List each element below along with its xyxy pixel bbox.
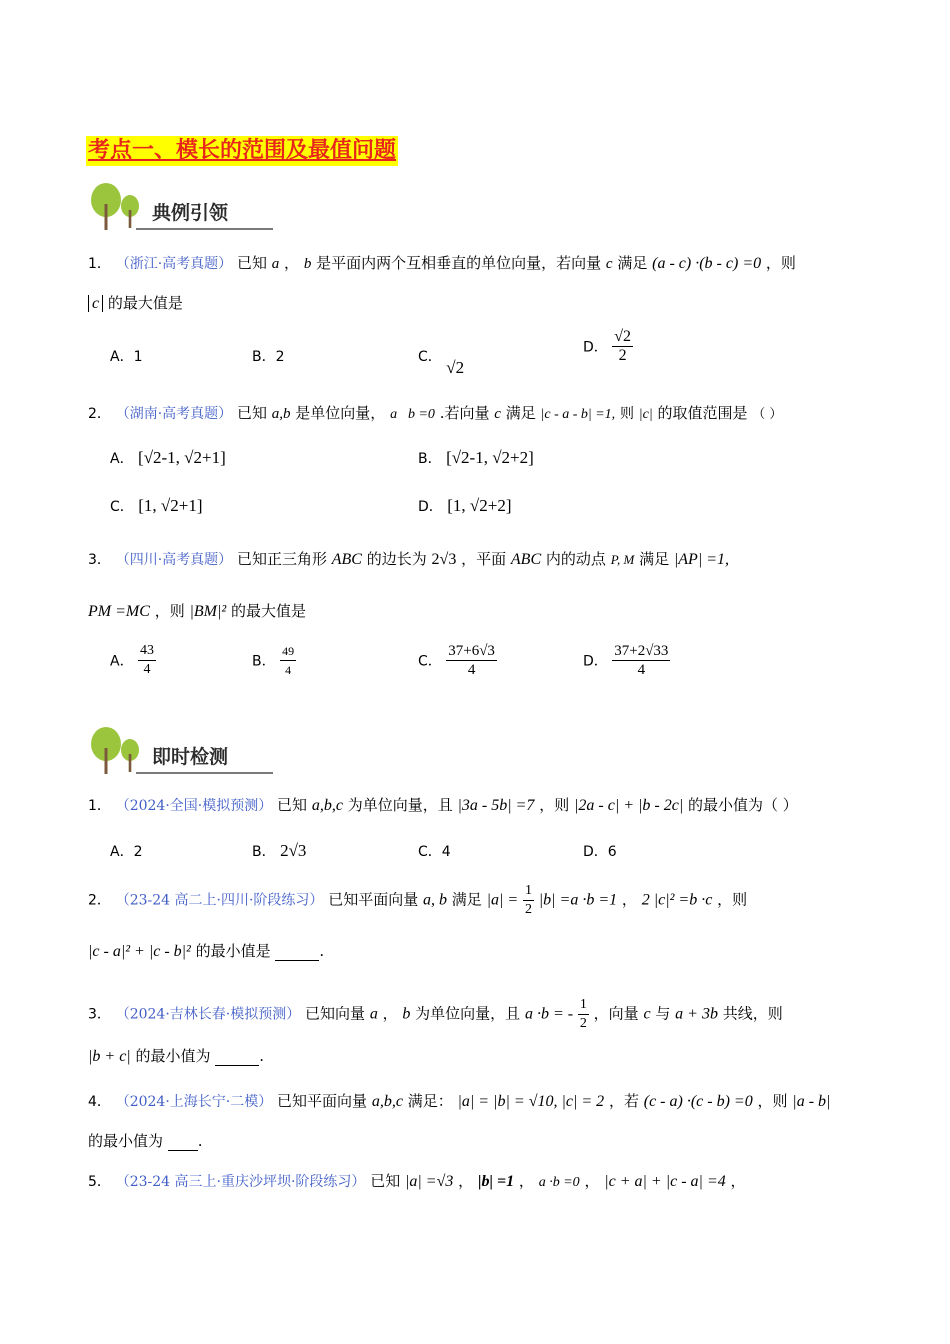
option-label: C． (418, 349, 442, 365)
condition-formula: |a| =√3 (405, 1173, 454, 1190)
option-value: √2 (446, 358, 465, 377)
question-number: 1． (88, 798, 111, 814)
practice-4-stem (88, 1090, 830, 1111)
option-value: [√2-1, √2+2] (446, 448, 534, 467)
question-number: 5． (88, 1174, 111, 1190)
expression: |a - b| (792, 1093, 831, 1110)
option-fraction (446, 642, 497, 679)
triangle-name: ABC (510, 551, 542, 568)
fraction-numerator: 1 (578, 996, 589, 1015)
question-text: 的最小值为（ ） (688, 796, 798, 814)
question-text: 的边长为 (366, 550, 427, 568)
question-text: ，向量 (593, 1004, 639, 1023)
question-text: 的最小值为 (135, 1047, 211, 1065)
question-text: 已知 (370, 1172, 401, 1190)
question-text: 是平面内两个互相垂直的单位向量，若向量 (316, 254, 602, 272)
expression: |c - a|² + |c - b|² (88, 943, 191, 960)
condition-formula: (c - a) ·(c - b) =0 (643, 1093, 753, 1110)
question-number: 2． (88, 892, 111, 909)
page-title: 考点一、模长的范围及最值问题 (86, 136, 398, 166)
condition-formula: 2 |c|² =b ·c (641, 891, 713, 909)
question-source: （2024·吉林长春·模拟预测） (115, 1006, 301, 1023)
example-1-stem (88, 252, 796, 273)
option-value: 6 (607, 844, 617, 860)
option-value: 2√3 (280, 841, 307, 860)
example-1-line2 (88, 292, 183, 313)
practice-5-stem (88, 1170, 746, 1191)
option-d[interactable] (418, 496, 511, 516)
option-a[interactable] (110, 448, 226, 468)
question-text: 的最小值为 (88, 1132, 164, 1150)
abs-c: |c| (638, 407, 653, 422)
fraction-numerator: 1 (523, 882, 534, 901)
question-source: （四川·高考真题） (115, 552, 233, 568)
section-label-examples: 典例引领 (152, 202, 229, 224)
question-text: 为单位向量，且 (415, 1004, 521, 1023)
question-text: ，平面 (461, 550, 507, 568)
vars: a,b,c (371, 1093, 403, 1110)
condition-formula: |b| =1 (477, 1173, 515, 1190)
question-text: 已知 (236, 404, 267, 422)
separator: ， (730, 1172, 746, 1190)
condition-formula: |AP| =1, (673, 551, 730, 568)
option-fraction (612, 642, 670, 679)
abs-c: c (88, 295, 103, 312)
question-text: 内的动点 (545, 550, 606, 568)
practice-2-stem (88, 882, 747, 919)
question-text: 已知平面向量 (277, 1092, 368, 1110)
answer-blank[interactable] (215, 1065, 259, 1066)
option-b[interactable] (252, 841, 306, 861)
question-text: 满足 (451, 890, 482, 909)
question-text: 与 (655, 1004, 671, 1023)
option-fraction (138, 642, 156, 679)
section-rule (136, 228, 273, 230)
condition-formula: a ·b =0 (538, 1175, 580, 1190)
practice-2-line2 (88, 940, 324, 961)
option-value: [1, √2+2] (447, 496, 512, 515)
period: . (259, 1047, 265, 1065)
var-c: c (494, 406, 501, 422)
question-text: ，则 (154, 602, 185, 620)
option-label: D． (418, 499, 443, 515)
fraction-numerator: 37+6√3 (448, 643, 495, 659)
option-a[interactable] (110, 346, 143, 366)
option-b[interactable] (418, 448, 534, 468)
condition-formula: |c - a - b| =1, (540, 407, 616, 422)
answer-blank[interactable] (168, 1150, 198, 1151)
practice-1-stem (88, 794, 798, 815)
fraction-denominator: 2 (618, 347, 627, 364)
fraction-denominator: 2 (579, 1016, 587, 1031)
example-3-stem (88, 548, 729, 569)
question-text: 的最大值是 (107, 294, 183, 312)
section-header-practice (88, 726, 273, 776)
option-d[interactable] (583, 642, 670, 679)
var-a: a (369, 1005, 378, 1023)
option-c[interactable] (418, 841, 451, 861)
option-c[interactable] (418, 346, 465, 377)
answer-paren: （ ） (752, 407, 783, 422)
question-text: 已知平面向量 (328, 890, 419, 909)
question-text: ，若 (608, 1092, 639, 1110)
side-length: 2√3 (431, 551, 457, 568)
option-label: D． (583, 339, 608, 356)
option-d[interactable] (583, 841, 617, 861)
fraction-numerator: 49 (280, 642, 296, 661)
question-text: 满足 (639, 550, 670, 568)
question-text: 已知 (236, 254, 267, 272)
option-value: 2 (275, 349, 285, 365)
question-source: （23-24 高二上·四川·阶段练习） (115, 892, 324, 909)
separator: ， (518, 1172, 534, 1190)
question-text: 满足 (505, 404, 536, 422)
option-b[interactable] (252, 642, 296, 679)
points: P, M (610, 552, 635, 567)
question-source: （2024·全国·模拟预测） (115, 798, 273, 814)
tree-icon (88, 726, 148, 774)
question-text: 的最大值是 (230, 602, 306, 620)
option-value: 2 (133, 844, 143, 860)
option-c[interactable] (110, 496, 202, 516)
option-label: A． (110, 844, 134, 860)
separator: ， (382, 1004, 398, 1023)
condition-formula: a⃞b =0 (390, 407, 435, 422)
condition-formula: |3a - 5b| =7 (457, 797, 535, 814)
var-b: b (303, 256, 312, 272)
option-label: A． (110, 349, 134, 365)
question-text: ，则 (757, 1092, 788, 1110)
option-value: [√2-1, √2+1] (138, 448, 226, 467)
period: . (319, 942, 325, 960)
var-c: c (643, 1005, 651, 1023)
option-value: 1 (133, 349, 143, 365)
condition-formula: |a| = |b| = √10, |c| = 2 (457, 1093, 605, 1110)
condition-formula: |a| = (486, 891, 519, 909)
question-text: 已知正三角形 (236, 550, 327, 568)
option-fraction (280, 642, 296, 679)
question-source: （浙江·高考真题） (115, 256, 233, 272)
question-text: .若向量 (439, 404, 490, 422)
question-text: ，则 (765, 254, 796, 272)
question-text: 共线，则 (722, 1004, 783, 1023)
question-text: 的取值范围是 (657, 404, 748, 422)
option-b[interactable] (252, 346, 285, 366)
triangle-name: ABC (331, 551, 362, 568)
var-c: c (605, 256, 613, 272)
example-2-stem (88, 402, 782, 423)
vector-formula: a + 3b (675, 1005, 718, 1023)
target-formula: |BM|² (189, 603, 227, 620)
fraction-denominator: 4 (285, 663, 292, 677)
option-label: B． (252, 844, 276, 860)
separator: ， (584, 1172, 600, 1190)
question-text: 已知向量 (305, 1004, 366, 1023)
question-source: （湖南·高考真题） (115, 406, 233, 422)
question-source: （2024·上海长宁·二模） (115, 1094, 273, 1110)
condition-formula: a ·b = - (524, 1005, 574, 1023)
var-a: a (271, 256, 280, 272)
question-number: 1． (88, 256, 111, 272)
answer-blank[interactable] (275, 960, 319, 961)
practice-3-stem (88, 996, 783, 1033)
var-b: b (402, 1005, 411, 1023)
fraction-denominator: 4 (637, 662, 646, 678)
period: . (197, 1132, 203, 1150)
question-text: 则 (619, 406, 634, 422)
example-3-line2 (88, 600, 306, 621)
option-c[interactable] (418, 642, 497, 679)
option-a[interactable] (110, 642, 156, 679)
condition-formula: |c + a| + |c - a| =4 (604, 1173, 726, 1190)
option-value: 4 (441, 844, 451, 860)
option-label: C． (418, 653, 442, 670)
condition-formula: |b| =a ·b =1 (538, 891, 618, 909)
vars: a,b,c (311, 797, 343, 814)
option-a[interactable] (110, 841, 143, 861)
section-header-examples (88, 182, 273, 232)
condition-formula: (a - c) ·(b - c) =0 (652, 255, 762, 272)
fraction-numerator: √2 (614, 328, 632, 345)
expression: |b + c| (88, 1048, 131, 1065)
option-label: B． (418, 451, 442, 467)
practice-3-line2 (88, 1045, 264, 1066)
fraction-denominator: 4 (467, 662, 476, 678)
option-label: A． (110, 451, 134, 467)
question-number: 3． (88, 552, 111, 568)
vars: a,b (271, 406, 291, 422)
vars: a, b (423, 891, 447, 909)
fraction-denominator: 2 (524, 902, 532, 917)
question-number: 4． (88, 1094, 111, 1110)
question-text: 为单位向量，且 (347, 796, 453, 814)
question-number: 3． (88, 1006, 111, 1023)
separator: ， (284, 254, 300, 272)
option-label: A． (110, 653, 134, 670)
option-label: D． (583, 653, 608, 670)
condition-fraction (523, 882, 534, 919)
question-text: 已知 (277, 796, 308, 814)
section-label-practice: 即时检测 (152, 746, 229, 768)
option-label: C． (110, 499, 134, 515)
question-text: 的最小值是 (195, 942, 271, 960)
option-label: B． (252, 349, 276, 365)
question-text: 满足 (617, 254, 648, 272)
practice-4-line2 (88, 1130, 203, 1151)
question-text: ，则 (539, 796, 570, 814)
question-text: 满足： (407, 1092, 453, 1110)
condition-fraction (578, 996, 589, 1033)
separator: ， (458, 1172, 474, 1190)
question-number: 2． (88, 406, 111, 422)
option-fraction (612, 328, 633, 365)
fraction-numerator: 43 (138, 642, 156, 661)
fraction-denominator: 4 (143, 662, 151, 677)
question-text: ，则 (717, 890, 748, 909)
option-label: D． (583, 844, 608, 860)
question-text: ， (621, 890, 637, 909)
option-d[interactable] (583, 328, 633, 365)
expression: |2a - c| + |b - 2c| (574, 797, 684, 814)
section-rule (136, 772, 273, 774)
option-value: [1, √2+1] (138, 496, 203, 515)
fraction-numerator: 37+2√33 (614, 643, 669, 659)
condition-formula: PM =MC (88, 603, 150, 620)
option-label: B． (252, 653, 276, 670)
question-text: 是单位向量， (295, 404, 386, 422)
option-label: C． (418, 844, 442, 860)
question-source: （23-24 高三上·重庆沙坪坝·阶段练习） (115, 1174, 366, 1190)
tree-icon (88, 182, 148, 230)
